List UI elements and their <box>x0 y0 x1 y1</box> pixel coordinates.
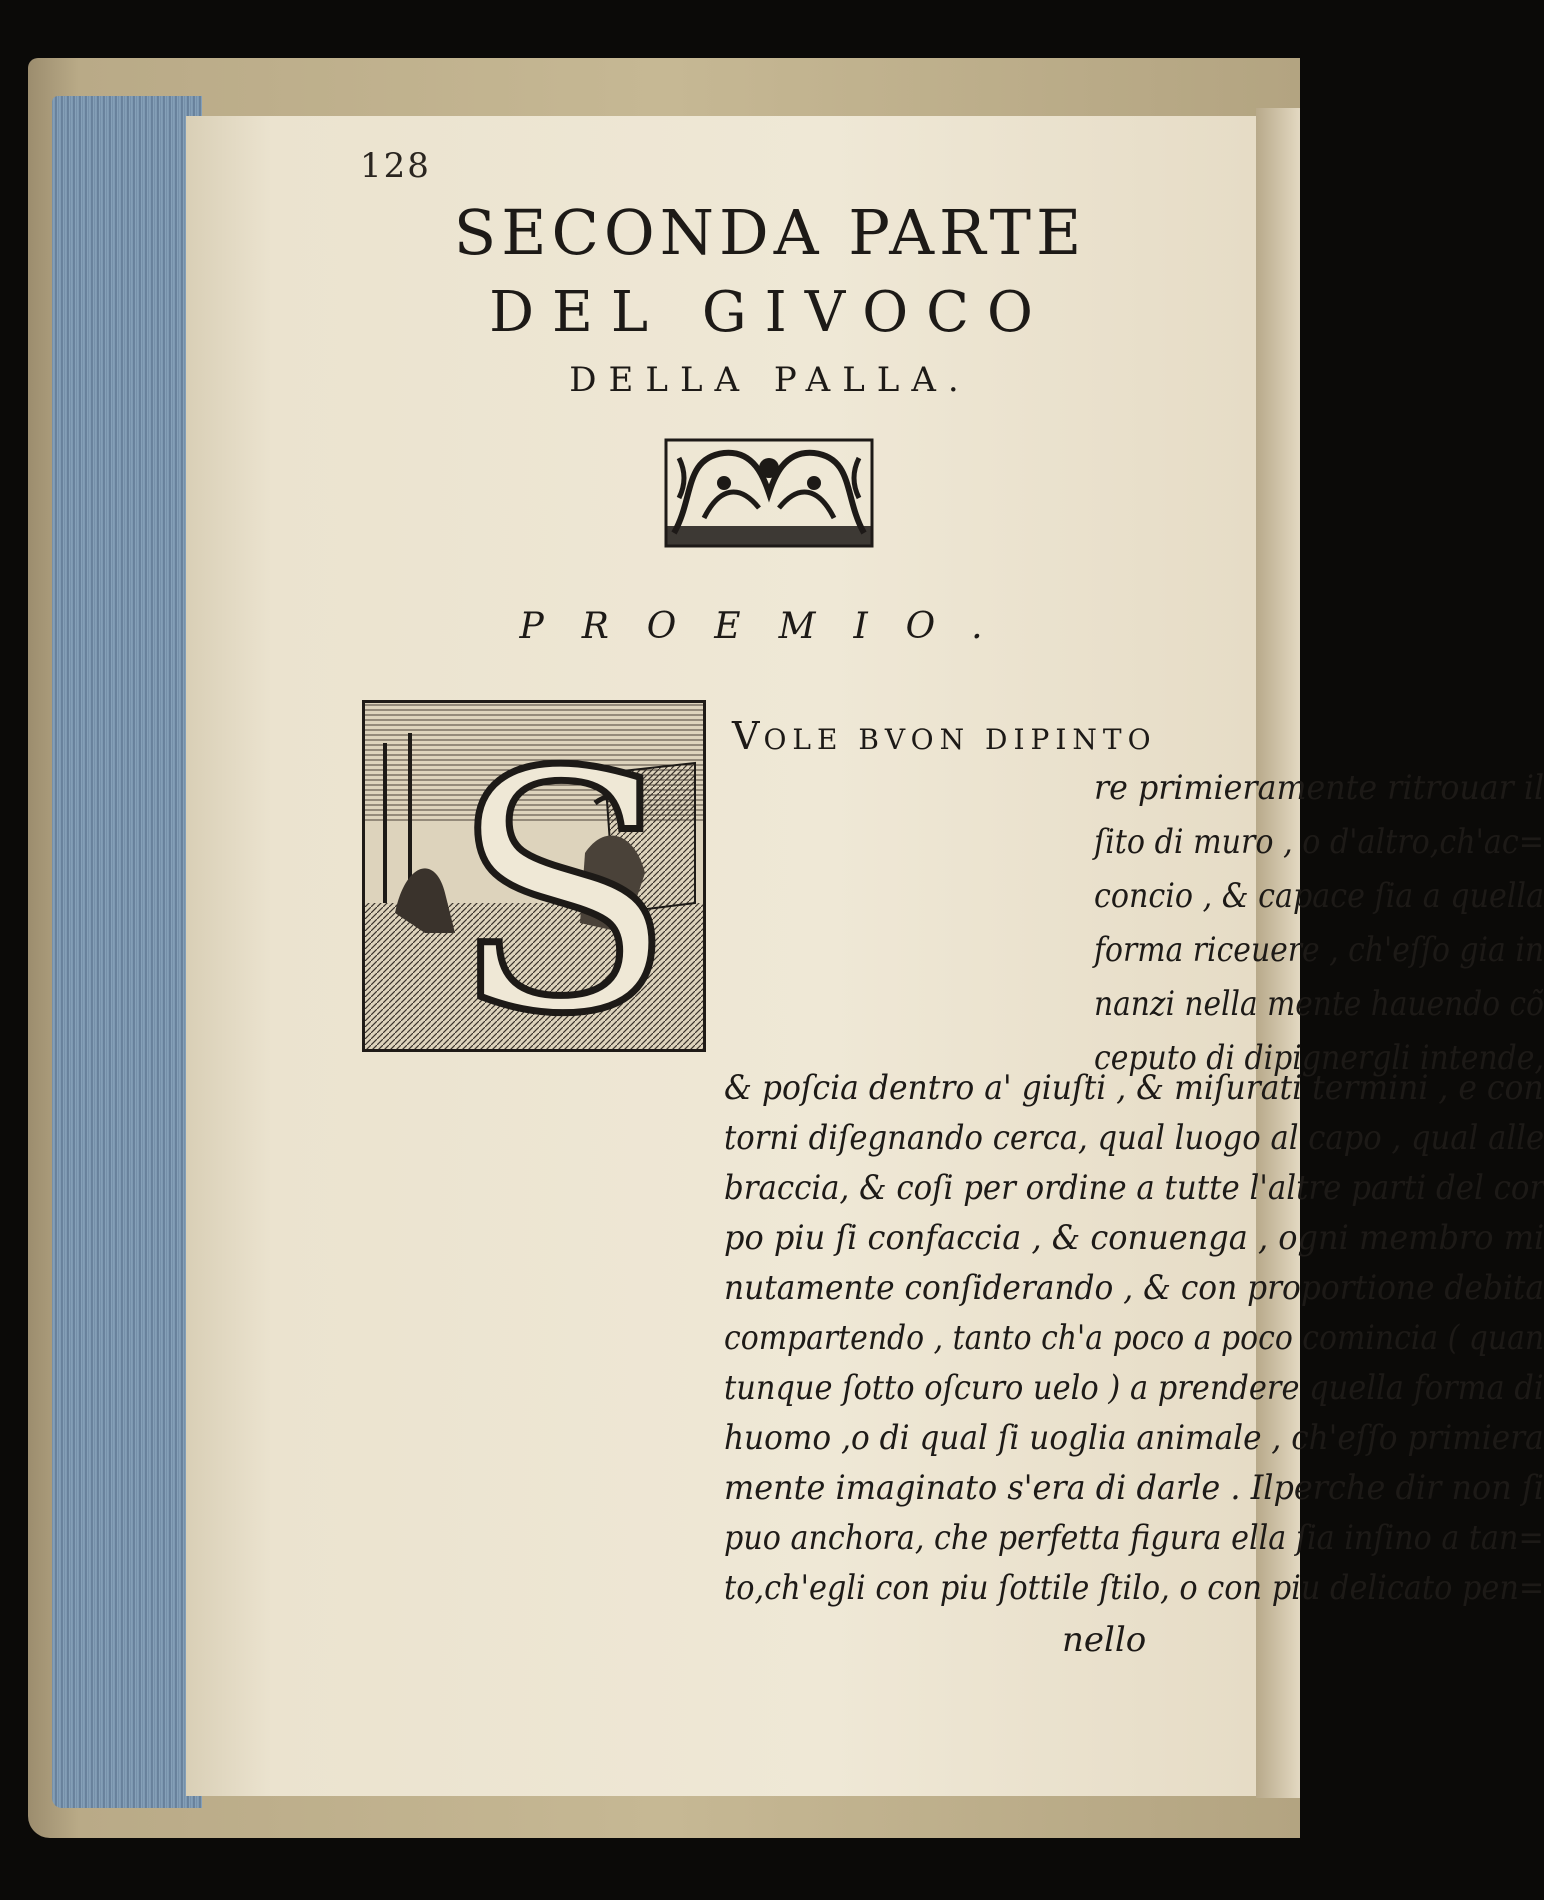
text-line: forma riceuere , ch'eſſo gia in <box>1094 930 1544 970</box>
text-line: ceputo di dipignergli intende, <box>1094 1038 1544 1078</box>
text-line: mente imaginato s'era di darle . Ilperche dir non ſi <box>724 1468 1544 1508</box>
opening-words: OLE BVON DIPINTO <box>763 723 1157 756</box>
text-line: tunque ſotto oſcuro uelo ) a prendere quella forma di <box>724 1368 1544 1408</box>
section-heading: PROEMIO. <box>519 606 1021 647</box>
text-line: re primieramente ritrouar il <box>1094 768 1544 808</box>
title-line-2: DEL GIVOCO <box>489 280 1051 345</box>
text-line: braccia, & coſi per ordine a tutte l'altre parti del cor <box>724 1168 1544 1208</box>
woodcut-scene-icon <box>365 702 703 1086</box>
opening-capital: V <box>732 714 764 758</box>
initial-letter: S <box>450 702 677 1086</box>
opening-line <box>732 714 1182 758</box>
text-line: nanzi nella mente hauendo cõ <box>1094 984 1544 1024</box>
text-line: compartendo , tanto ch'a poco a poco comincia ( quan <box>724 1318 1544 1358</box>
text-line: concio , & capace ſia a quella <box>1094 876 1544 916</box>
text-line: torni diſegnando cerca, qual luogo al capo , qual alle <box>724 1118 1544 1158</box>
title-line-1: SECONDA PARTE <box>453 196 1087 269</box>
text-line: po piu ſi confaccia , & conuenga , ogni membro mi <box>724 1218 1544 1258</box>
catchword: nello <box>1062 1620 1147 1660</box>
text-line: ſito di muro , o d'altro,ch'ac= <box>1094 822 1544 862</box>
text-line: puo anchora, che perfetta figura ella ſia inſino a tan= <box>724 1518 1544 1558</box>
page-edges <box>52 96 202 1808</box>
page-number: 128 <box>360 146 431 186</box>
text-line: to,ch'egli con piu ſottile ſtilo, o con piu delicato pen= <box>724 1568 1544 1608</box>
text-line: & poſcia dentro a' giuſti , & miſurati termini , e con <box>724 1068 1544 1108</box>
text-line: nutamente conſiderando , & con proportione debita <box>724 1268 1544 1308</box>
floral-ornament-icon <box>664 438 874 548</box>
woodcut-initial <box>362 700 706 1086</box>
title-line-3: DELLA PALLA. <box>569 360 971 400</box>
text-line: huomo ,o di qual ſi uoglia animale , ch'eſſo primiera <box>724 1418 1544 1458</box>
